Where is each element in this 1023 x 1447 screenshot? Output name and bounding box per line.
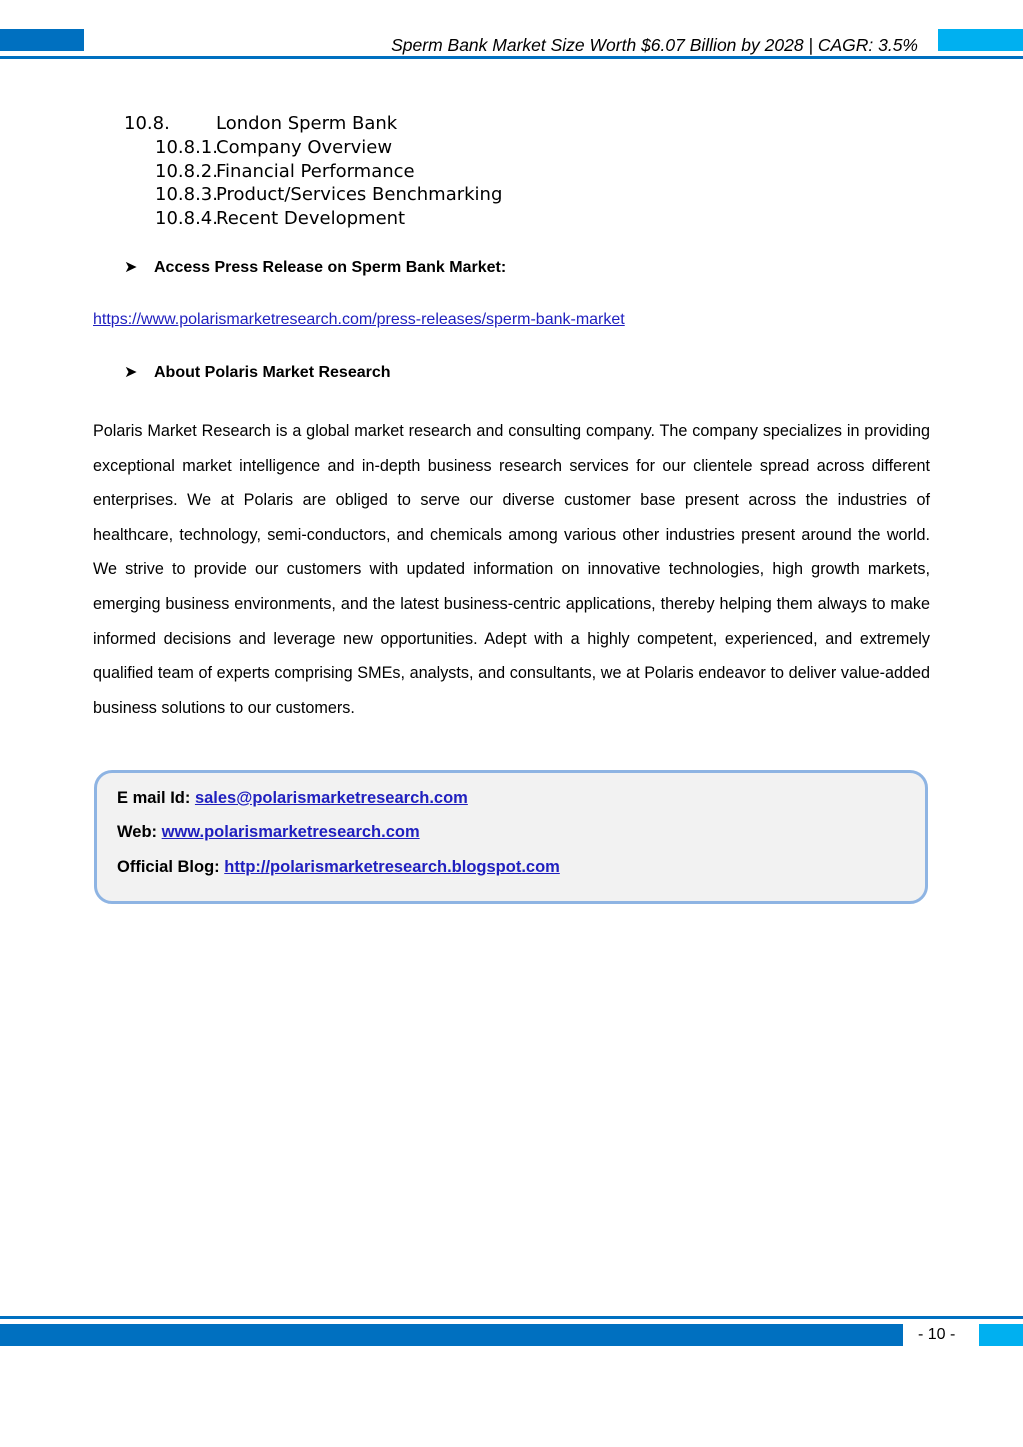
header-accent-right bbox=[938, 29, 1023, 51]
toc-item-number: 10.8.2. bbox=[155, 161, 218, 182]
about-heading-row bbox=[124, 362, 391, 382]
blog-label: Official Blog: bbox=[117, 858, 225, 876]
email-label: E mail Id: bbox=[117, 789, 195, 807]
header-title: Sperm Bank Market Size Worth $6.07 Billion by 2028 | CAGR: 3.5% bbox=[391, 35, 918, 55]
about-paragraph: Polaris Market Research is a global market research and consulting company. The company specializes in providing exceptional market intelligence and in-depth business research services for our clientele spread across different enterprises. We at Polaris are obliged to serve our diverse customer base present across the industries of healthcare, technology, semi-conductors, and chemicals among various other industries present around the world. We strive to provide our customers with updated information on innovative technologies, high growth markets, emerging business environments, and the latest business-centric applications, thereby helping them always to make informed decisions and leverage new opportunities. Adept with a highly competent, experienced, and extremely qualified team of experts comprising SMEs, analysts, and consultants, we at Polaris endeavor to deliver value-added business solutions to our customers. bbox=[93, 422, 930, 717]
contact-email-row bbox=[117, 789, 468, 808]
toc-item-number: 10.8.4. bbox=[155, 208, 218, 229]
toc-item-number: 10.8.3. bbox=[155, 184, 218, 205]
toc-item-label: Recent Development bbox=[216, 208, 406, 229]
contact-blog-row bbox=[117, 858, 560, 877]
toc-item-label: London Sperm Bank bbox=[216, 113, 398, 134]
footer-accent-right bbox=[979, 1324, 1023, 1346]
arrow-bullet-icon: ➤ bbox=[124, 259, 138, 276]
press-release-heading-row bbox=[124, 257, 506, 277]
header-rule bbox=[0, 56, 1023, 59]
press-release-link[interactable]: https://www.polarismarketresearch.com/press-releases/sperm-bank-market bbox=[93, 311, 625, 328]
arrow-bullet-icon: ➤ bbox=[124, 364, 138, 381]
contact-box bbox=[94, 770, 928, 904]
toc-item-number: 10.8. bbox=[124, 113, 170, 134]
web-label: Web: bbox=[117, 823, 162, 841]
page-number: - 10 - bbox=[918, 1326, 956, 1343]
blog-link[interactable]: http://polarismarketresearch.blogspot.com bbox=[224, 858, 560, 876]
email-link[interactable]: sales@polarismarketresearch.com bbox=[194, 789, 468, 807]
toc-item-label: Financial Performance bbox=[216, 161, 415, 182]
about-heading: About Polaris Market Research bbox=[154, 364, 391, 381]
header-accent-left bbox=[0, 29, 84, 51]
footer-accent-left bbox=[0, 1324, 903, 1346]
toc-item-label: Product/Services Benchmarking bbox=[216, 184, 503, 205]
footer-rule bbox=[0, 1316, 1023, 1319]
toc-item-number: 10.8.1. bbox=[155, 137, 218, 158]
toc-item-label: Company Overview bbox=[216, 137, 393, 158]
press-release-heading: Access Press Release on Sperm Bank Market: bbox=[154, 259, 507, 276]
contact-web-row bbox=[117, 823, 420, 842]
web-link[interactable]: www.polarismarketresearch.com bbox=[161, 823, 420, 841]
